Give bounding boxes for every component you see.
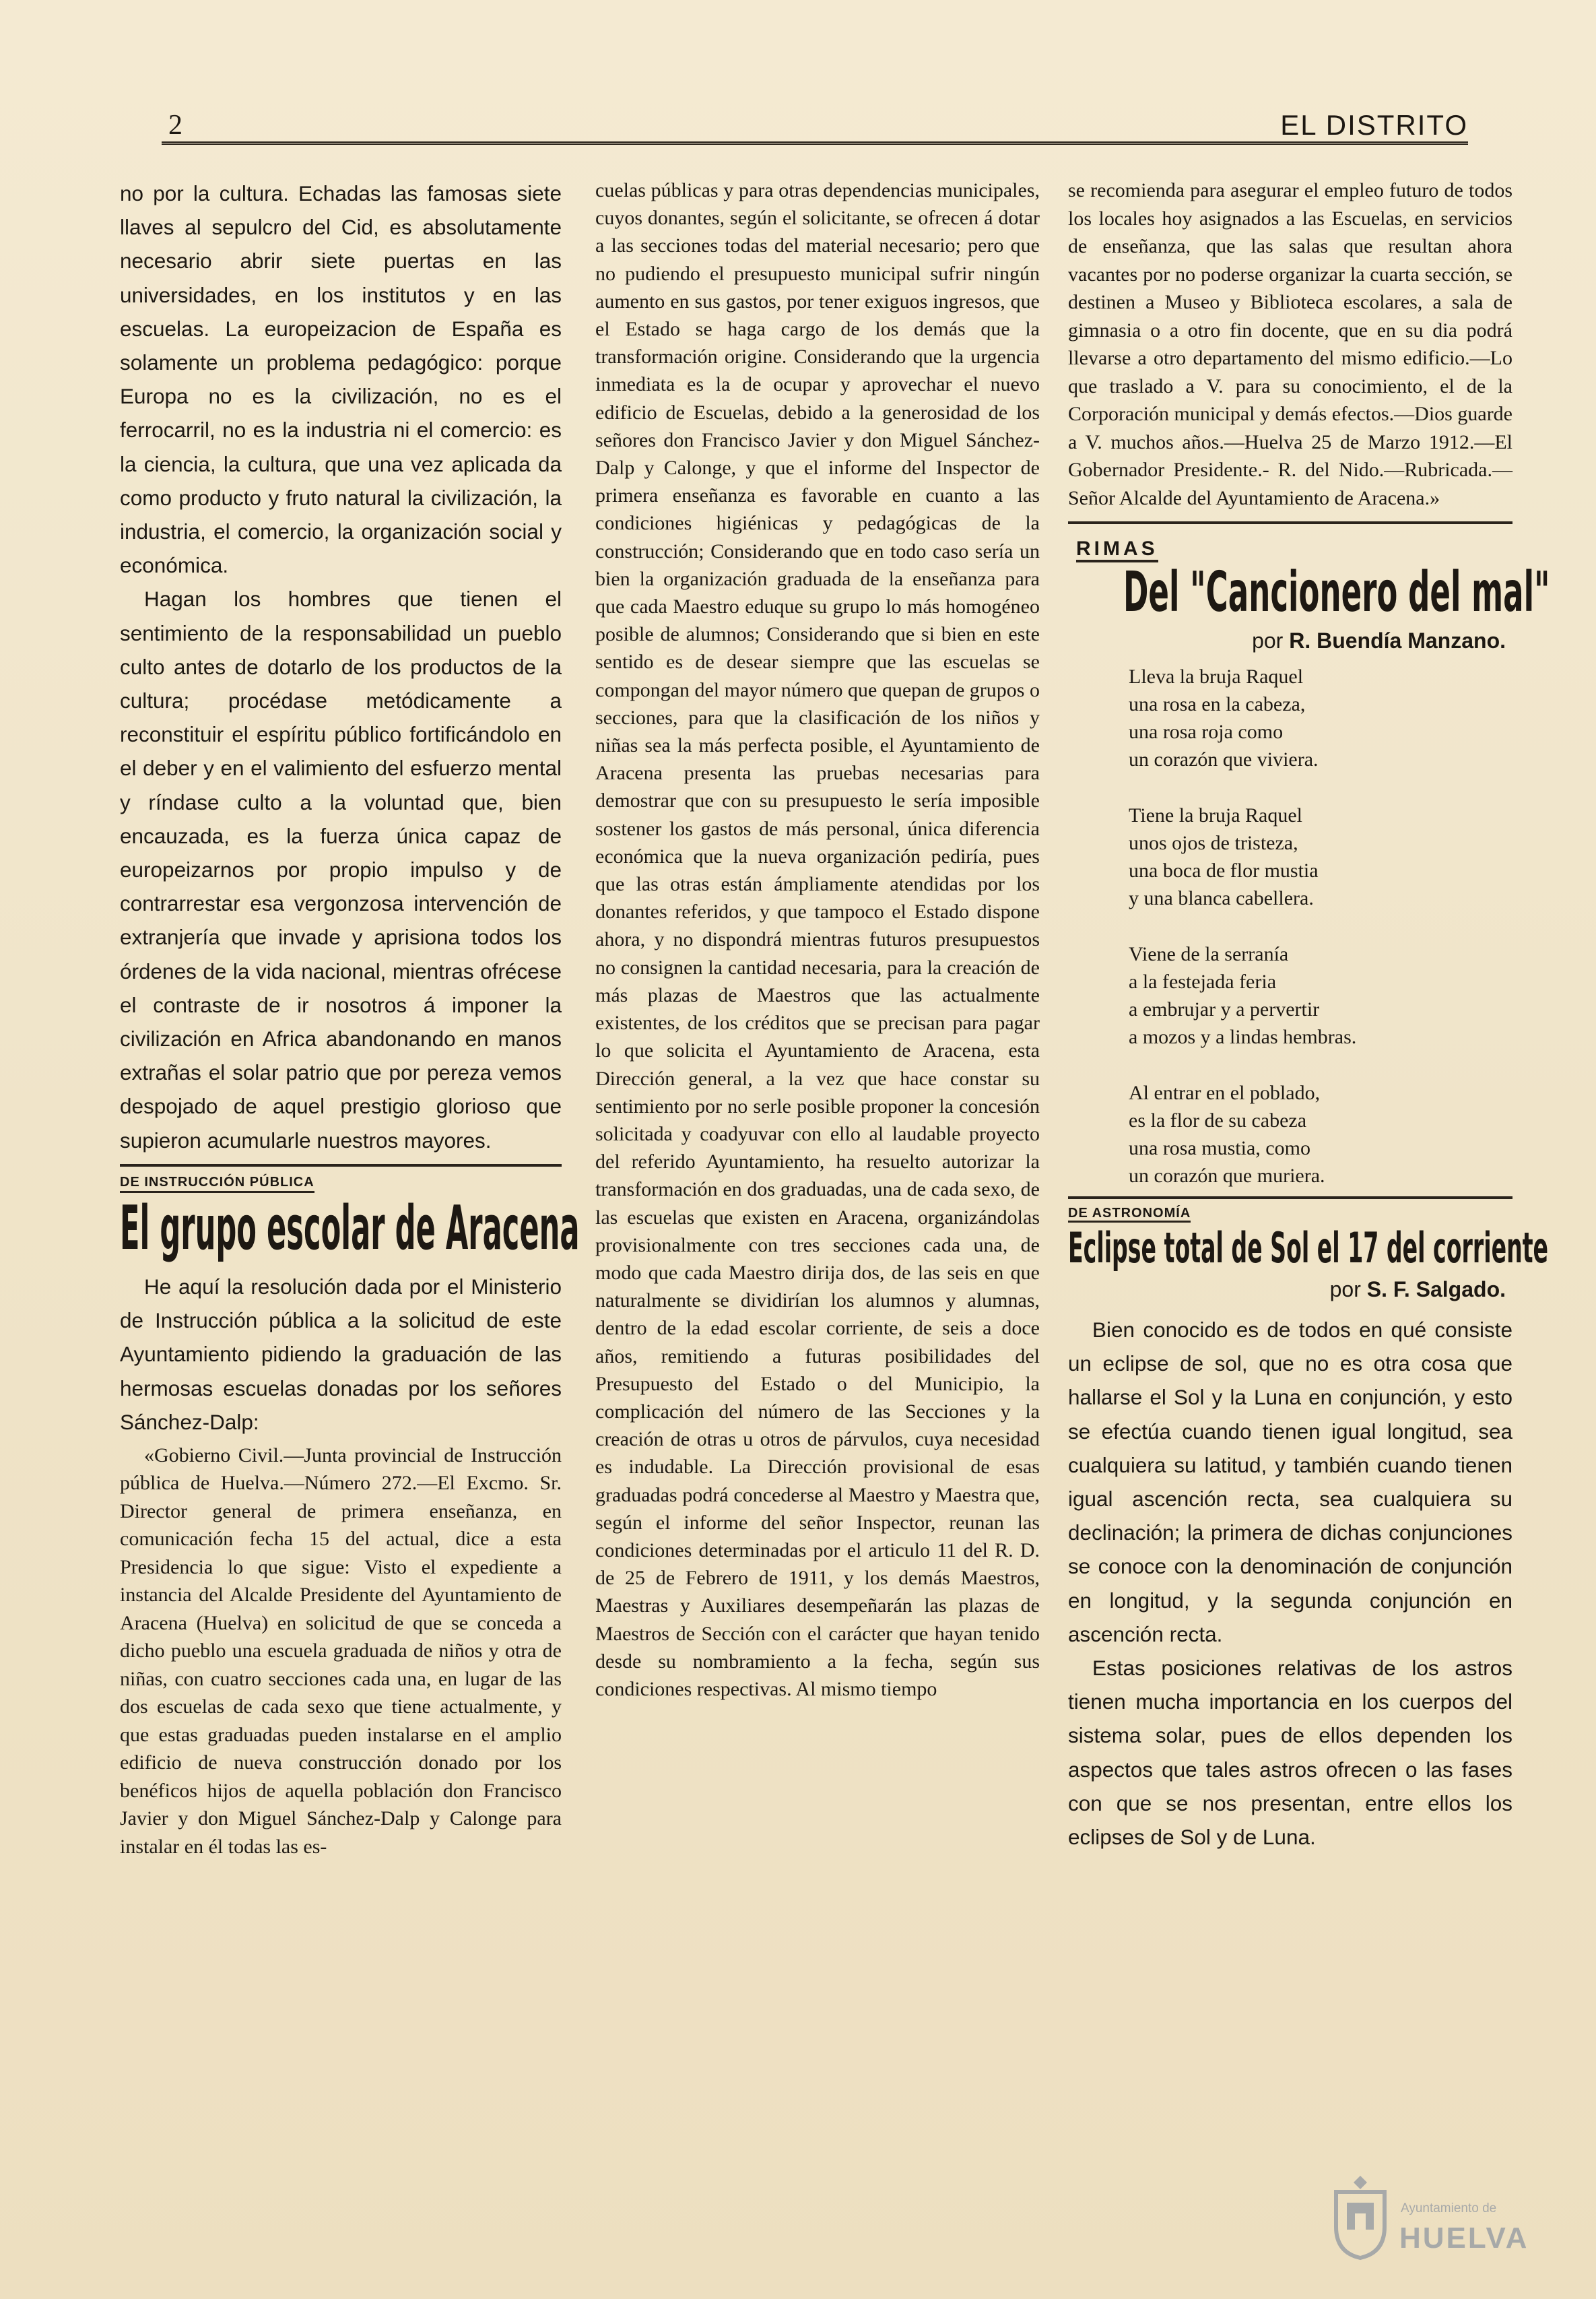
astronomy-title: Eclipse total de Sol el 17 del corriente: [1068, 1223, 1549, 1272]
intro-paragraph-2: Hagan los hombres que tienen el sentimiento de la responsabilidad un pueblo culto antes de dotarlo de los productos de la cultura; procédase metódicamente a reconstituir el espíritu público fortificándolo en el deber y en el valimiento del esfuerzo mental y ríndase culto a la voluntad que, bien encauzada, es la fuerza única capaz de europeizarnos por propio impulso y de contrarrestar esa vergonzosa intervención de extranjería que invade y aprisiona todos los órdenes de la vida nacional, mientras ofrécese el contraste de ir nosotros á imponer la civilización en Africa abandonando en manos extrañas el solar patrio que por pereza vemos despojado de aquel prestigio glorioso que supieron acumularle nuestros mayores.: [120, 587, 562, 1153]
rimas-label: RIMAS: [1068, 524, 1512, 560]
section-label: DE INSTRUCCIÓN PÚBLICA: [120, 1167, 562, 1190]
poem-stanza-4: Al entrar en el poblado, es la flor de su cabeza una rosa mustia, como un corazón que muriera.: [1129, 1082, 1325, 1187]
poem-stanza-2: Tiene la bruja Raquel unos ojos de tristeza, una boca de flor mustia y una blanca cabellera.: [1129, 804, 1319, 909]
watermark-line-2: HUELVA: [1399, 2222, 1529, 2255]
astronomy-paragraph-1: Bien conocido es de todos en qué consiste un eclipse de sol, que no es otra cosa que hallarse el Sol y la Luna en conjunción, y esto se efectúa cuando tienen igual longitud, sea cualquiera su latitud, y también cuando tienen igual ascención recta, sea cualquiera su declinación; la primera de dichas conjunciones se conoce con la denominación de conjunción en longitud, y la segunda conjunción en ascención recta.: [1068, 1318, 1512, 1646]
poem-byline: por R. Buendía Manzano.: [1252, 628, 1506, 653]
astronomy-author: S. F. Salgado.: [1366, 1277, 1506, 1301]
poem-title: Del "Cancionero del mal": [1123, 560, 1550, 624]
intro-paragraph-1: no por la cultura. Echadas las famosas siete llaves al sepulcro del Cid, es absolutamente necesario abrir siete puertas en las universidades, en los institutos y en las escuelas. La europeizacion de España es solamente un problema pedagógico: porque Europa no es la civilización, no es el ferrocarril, no es la industria ni el comercio: es la ciencia, la cultura, que una vez aplicada da como producto y fruto natural la civilización, la industria, el comercio, la organización social y económica.: [120, 181, 562, 578]
ayuntamiento-huelva-watermark: [1320, 2166, 1549, 2267]
column-3: [1068, 176, 1550, 1854]
column-1: [120, 176, 580, 1860]
astronomy-byline: por S. F. Salgado.: [1329, 1277, 1506, 1301]
astronomy-paragraph-2: Estas posiciones relativas de los astros tienen mucha importancia en los cuerpos del sistema solar, pues de ellos dependen los aspectos que tales astros ofrecen o las fases con que se nos presentan, entre ellos los eclipses de Sol y de Luna.: [1068, 1656, 1512, 1850]
watermark-line-1: Ayuntamiento de: [1401, 2201, 1497, 2215]
column-2-text: cuelas públicas y para otras dependencias municipales, cuyos donantes, según el solicitante, se ofrecen á dotar a las secciones todas del material necesario; pero que no pudiendo el presupuesto municipal sufrir ningún aumento en sus gastos, por tener exiguos ingresos, que el Estado se haga cargo de los demás que la transformación origine. Considerando que la urgencia inmediata es la de ocupar y aprovechar el nuevo edificio de Escuelas, debido a la generosidad de los señores don Francisco Javier y don Miguel Sánchez-Dalp y Calonge, y que el informe del Inspector de primera enseñanza es favorable en cuanto a las condiciones higiénicas y pedagógicas de la construcción; Considerando que en todo caso sería un bien la organización graduada de la enseñanza para que cada Maestro eduque su grupo lo más homogéneo posible de alumnos; Considerando que si bien en este sentido es de desear siempre que las escuelas se compongan del mayor número que quepan de grupos o secciones, para que la clasificación de los niños y niñas sea la más perfecta posible, el Ayuntamiento de Aracena presenta las pruebas necesarias para demostrar que con su presupuesto le sería imposible sostener los gastos de más personal, única diferencia económica que la nueva organización pediría, pues que las otras están ámpliamente atendidas por los donantes referidos, y que tampoco el Estado dispone ahora, y no dispondrá mientras futuros presupuestos no consignen la cantidad necesaria, para la creación de más plazas de Maestros que las actualmente existentes, de los créditos que se precisan para pagar lo que solicita el Ayuntamiento de Aracena, esta Dirección general, a la vez que hace constar su sentimiento por no serle posible proponer la concesión solicitada y coadyuvar con ello al laudable proyecto del referido Ayuntamiento, ha resuelto autorizar la transformación en dos graduadas, una de cada sexo, de las escuelas que existen en Aracena, organizándolas provisionalmente con tres secciones cada una, de modo que cada Maestro dirija dos, de las seis en que naturalmente se dividirían los alumnos y alumnas, dentro de la edad escolar corriente, de seis a doce años, remitiendo a futuras posibilidades del Presupuesto del Estado o del Municipio, la complicación del número de las Secciones y la creación de otras u otros de párvulos, cuya necesidad es indudable. La Dirección provisional de esas graduadas podrá concederse al Maestro y Maestra que, según el informe del señor Inspector, reunan las condiciones determinadas por el articulo 11 del R. D. de 25 de Febrero de 1911, y los demás Maestros, Maestras y Auxiliares desempeñarán las plazas de Maestros de Sección con el carácter que hayan tenido desde su nombramiento a la fecha, según sus condiciones respectivas. Al mismo tiempo: [595, 179, 1040, 1700]
article-quote: «Gobierno Civil.—Junta provincial de Instrucción pública de Huelva.—Número 272.—El Excmo. Sr. Director general de primera enseñanza, en comunicación fecha 15 del actual, dice a esta Presidencia lo que sigue: Visto el expediente a instancia del Alcalde Presidente del Ayuntamiento de Aracena (Huelva) en solicitud de que se conceda a dicho pueblo una escuela graduada de niños y otra de niñas, con cuatro secciones cada una, en lugar de las dos escuelas de cada sexo que tiene actualmente, y que estas graduadas pueden instalarse en el amplio edificio de nueva construcción donado por los benéficos hijos de aquella población don Francisco Javier y don Miguel Sánchez-Dalp y Calonge para instalar en él todas las es-: [120, 1444, 562, 1858]
poem-author: R. Buendía Manzano.: [1289, 628, 1506, 653]
article-title: El grupo escolar de Aracena: [120, 1192, 580, 1264]
crest-icon: [1327, 2173, 1394, 2261]
poem-stanza-3: Viene de la serranía a la festejada feria a embrujar y a pervertir a mozos y a lindas hembras.: [1129, 943, 1357, 1048]
masthead: EL DISTRITO: [1280, 109, 1468, 141]
poem-stanza-1: Lleva la bruja Raquel una rosa en la cabeza, una rosa roja como un corazón que viviera.: [1129, 666, 1319, 771]
page-header: [162, 106, 1468, 145]
article-lead: He aquí la resolución dada por el Ministerio de Instrucción pública a la solicitud de este Ayuntamiento pidiendo la graduación de las hermosas escuelas donadas por los señores Sánchez-Dalp:: [120, 1274, 562, 1434]
column-2: [595, 176, 1040, 1703]
page-number: 2: [168, 110, 182, 141]
astronomy-label: DE ASTRONOMÍA: [1068, 1199, 1512, 1221]
poem: [1129, 663, 1512, 1190]
column-3-text: se recomienda para asegurar el empleo futuro de todos los locales hoy asignados a las Escuelas, en servicios de enseñanza, que las salas que resultan ahora vacantes por no poderse organizar la cuarta sección, se destinen a Museo y Biblioteca escolares, a sala de gimnasia o a otro fin docente, que en su dia podrá llevarse a otro departamento del mismo edificio.—Lo que traslado a V. para su conocimiento, el de la Corporación municipal y demás efectos.—Dios guarde a V. muchos años.—Huelva 25 de Marzo 1912.—El Gobernador Presidente.- R. del Nido.—Rubricada.—Señor Alcalde del Ayuntamiento de Aracena.»: [1068, 179, 1512, 509]
